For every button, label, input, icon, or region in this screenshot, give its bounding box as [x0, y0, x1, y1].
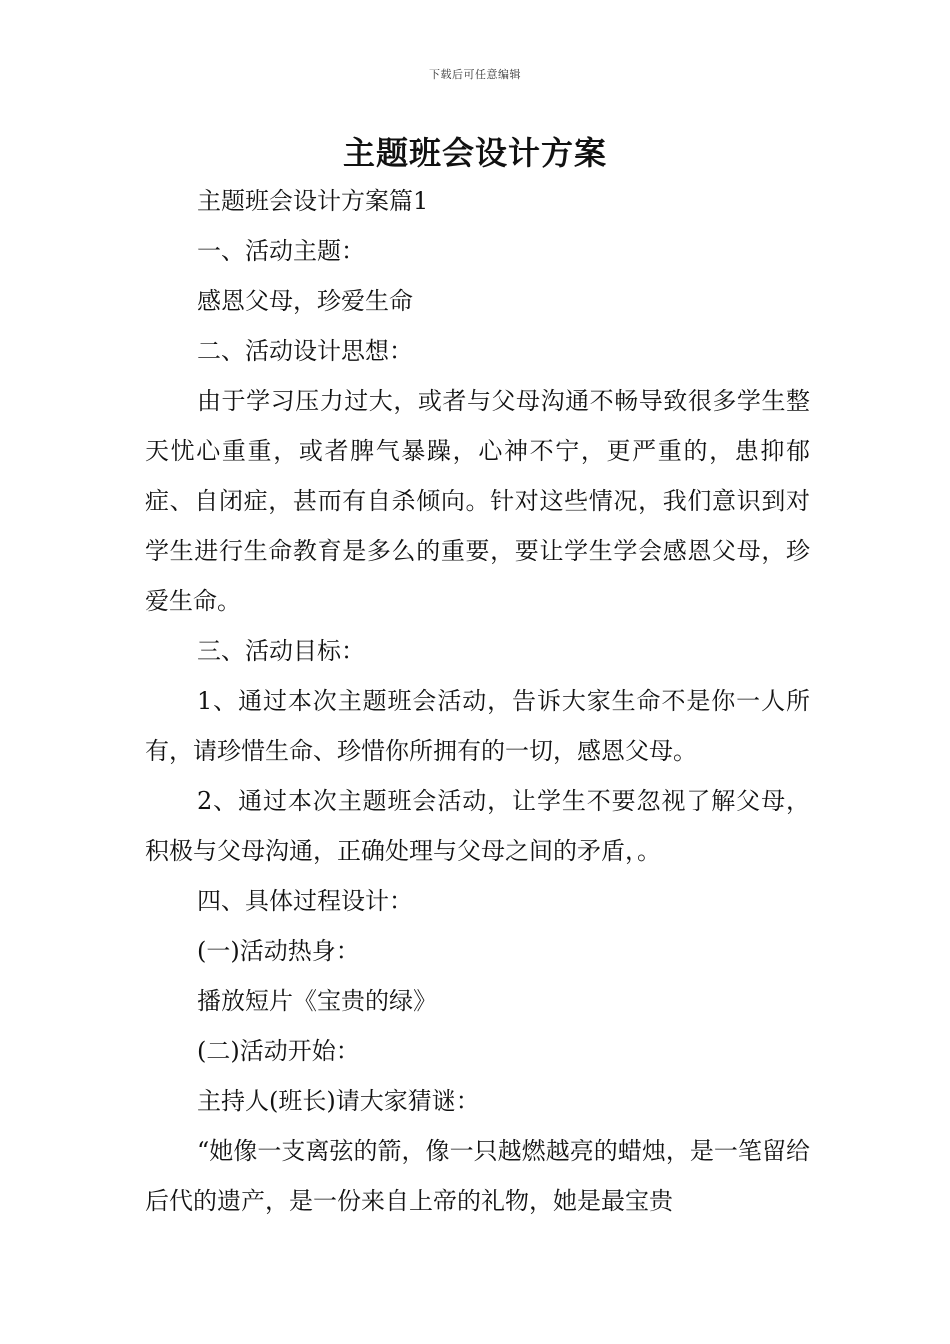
paragraph-start: (二)活动开始：: [197, 1037, 360, 1065]
paragraph-video: 播放短片《宝贵的绿》: [197, 987, 437, 1015]
paragraph-heading-process: 四、具体过程设计：: [197, 887, 413, 915]
paragraph-riddle: “她像一支离弦的箭，像一只越燃越亮的蜡烛，是一笔留给后代的遗产，是一份来自上帝的礼物，她是最宝贵: [145, 1137, 810, 1215]
paragraph-goal-2: 2、通过本次主题班会活动，让学生不要忽视了解父母，积极与父母沟通，正确处理与父母之间的矛盾，。: [145, 787, 810, 865]
header-note: 下载后可任意编辑: [429, 68, 521, 81]
paragraph-goal-1: 1、通过本次主题班会活动，告诉大家生命不是你一人所有，请珍惜生命、珍惜你所拥有的一切，感恩父母。: [145, 687, 810, 765]
paragraph-heading-design-idea: 二、活动设计思想：: [197, 337, 413, 365]
paragraph-design-idea: 由于学习压力过大，或者与父母沟通不畅导致很多学生整天忧心重重，或者脾气暴躁，心神不宁，更严重的，患抑郁症、自闭症，甚而有自杀倾向。针对这些情况，我们意识到对学生进行生命教育是多么的重要，要让学生学会感恩父母，珍爱生命。: [145, 387, 810, 615]
paragraph-heading-goals: 三、活动目标：: [197, 637, 365, 665]
document-title: 主题班会设计方案: [342, 134, 607, 172]
paragraph-heading-theme: 一、活动主题：: [197, 237, 365, 265]
document-body: [145, 176, 810, 1226]
paragraph-riddle-intro: 主持人(班长)请大家猜谜：: [197, 1087, 480, 1115]
paragraph-theme: 感恩父母，珍爱生命: [197, 287, 413, 315]
paragraph-subtitle: 主题班会设计方案篇1: [197, 187, 429, 215]
paragraph-warmup: (一)活动热身：: [197, 937, 360, 965]
